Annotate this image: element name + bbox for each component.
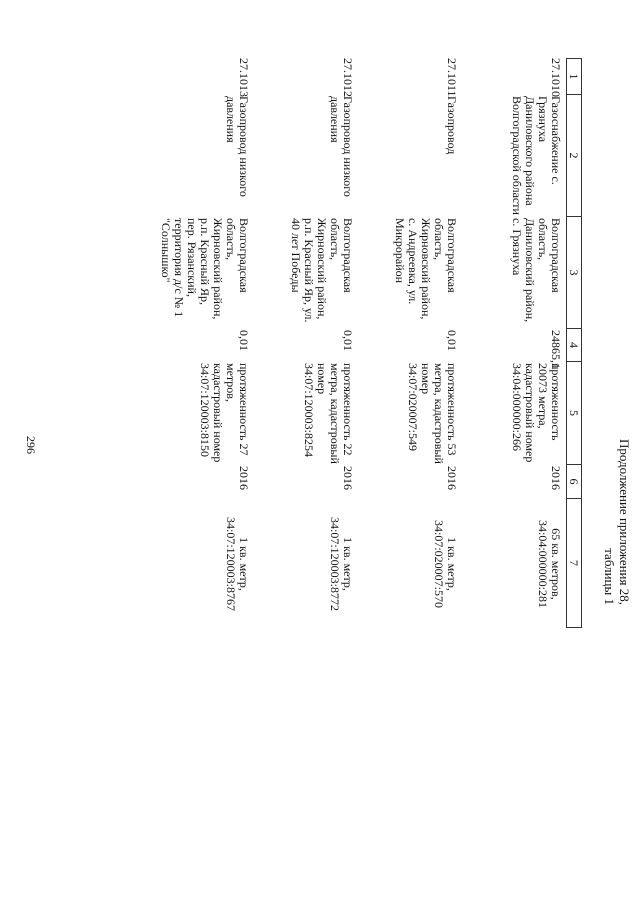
land-plot: 65 кв. метров, 34:04:000000:281 <box>536 519 563 608</box>
table-row <box>254 58 358 628</box>
column-header: 1 <box>566 58 582 94</box>
table-header-row <box>566 58 582 628</box>
object-name: Газоснабжение с. Грязнуха Даниловского района Волгоградской области <box>510 96 563 215</box>
object-value: 0,01 <box>341 330 355 351</box>
object-address: Волгоградская область, Жирновский район, с. Андреевка, ул. Микрорайон <box>393 218 459 320</box>
object-address: Волгоградская область, Жирновский район, р.п. Красный Яр, пер. Рязанский, территория д/с № 1 "Солнышко" <box>159 218 251 320</box>
continuation-line-2: таблицы 1 <box>602 548 617 605</box>
object-value: 0,01 <box>237 330 251 351</box>
land-plot: 1 кв. метр, 34:07:120003:8767 <box>224 516 251 611</box>
column-header: 7 <box>566 498 582 628</box>
land-plot: 1 кв. метр, 34:07:020007:570 <box>432 519 459 608</box>
object-address: Волгоградская область, Жирновский район, р.п. Красный Яр, ул. 40 лет Победы <box>289 218 355 323</box>
row-number: 27.1011 <box>445 58 459 97</box>
object-description: протяженность 53 метра, кадастровый номер 34:07:020007:549 <box>406 363 459 464</box>
column-header: 5 <box>566 361 582 464</box>
land-plot: 1 кв. метр, 34:07:120003:8772 <box>328 516 355 611</box>
row-number: 27.1012 <box>341 58 355 97</box>
continuation-line-1: Продолжение приложения 28, <box>617 438 632 605</box>
column-header: 3 <box>566 216 582 328</box>
object-value: 0,01 <box>445 330 459 351</box>
table-row <box>462 58 566 628</box>
row-number: 27.1013 <box>237 58 251 97</box>
object-description: протяженность 22 метра, кадастровый номер 34:07:120003:8254 <box>302 363 355 464</box>
object-year: 2016 <box>341 466 355 490</box>
object-year: 2016 <box>237 466 251 490</box>
object-name: Газопровод низкого давления <box>224 96 251 197</box>
object-value: 24865,1 <box>549 330 563 369</box>
object-name: Газопровод низкого давления <box>328 96 355 197</box>
page-number: 296 <box>24 436 38 454</box>
column-header: 4 <box>566 328 582 361</box>
object-year: 2016 <box>549 466 563 490</box>
continuation-caption <box>602 439 632 605</box>
column-header: 6 <box>566 464 582 498</box>
data-table <box>150 58 582 628</box>
row-number: 27.1010 <box>549 58 563 97</box>
column-header: 2 <box>566 94 582 216</box>
object-name: Газопровод <box>445 96 459 155</box>
object-year: 2016 <box>445 466 459 490</box>
object-description: протяженность 20073 метра, кадастровый номер 34:04:000000:266 <box>510 363 563 463</box>
object-address: Волгоградская область, Даниловский район, с. Грязнуха <box>510 218 563 323</box>
table-row <box>358 58 462 628</box>
object-description: протяженность 27 метров, кадастровый номер 34:07:120003:8150 <box>198 363 251 463</box>
table-row <box>150 58 254 628</box>
